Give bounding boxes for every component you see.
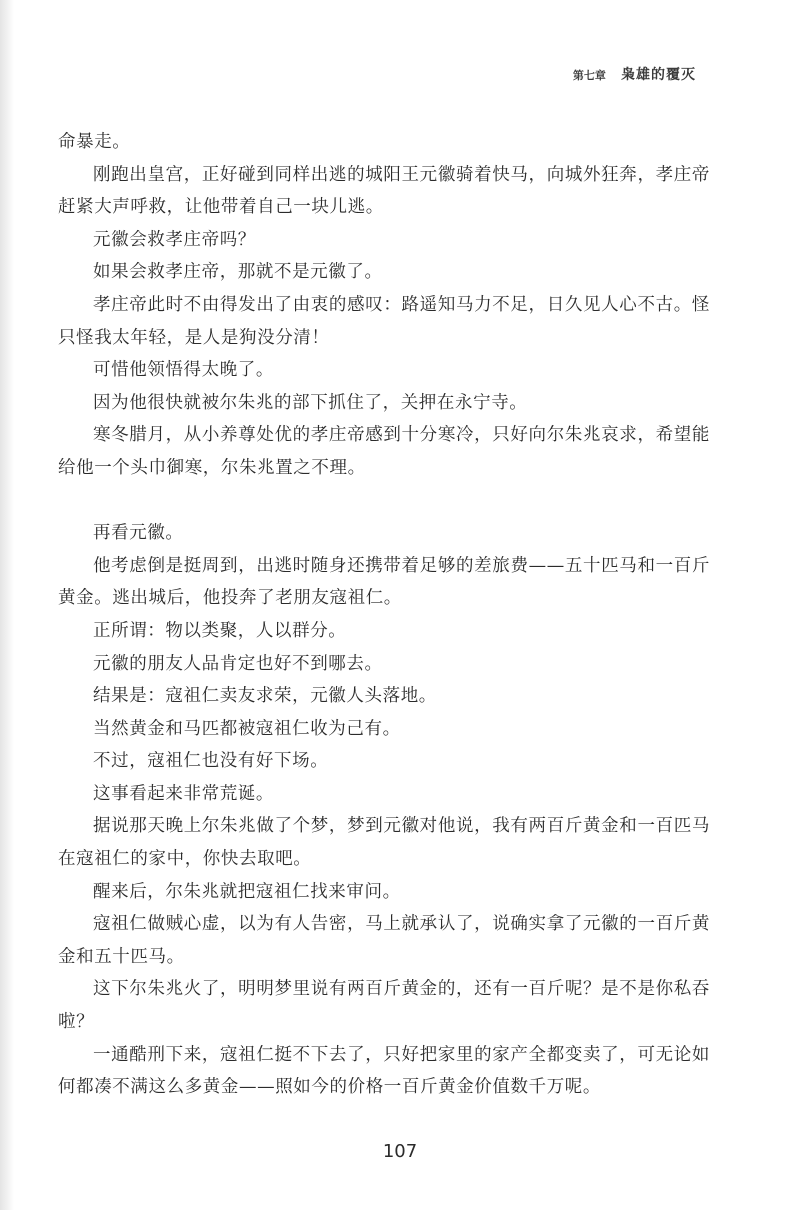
paragraph: 当然黄金和马匹都被寇祖仁收为己有。: [93, 718, 401, 739]
paragraph: 这下尔朱兆火了，明明梦里说有两百斤黄金的，还有一百斤呢？是不是你私吞啦？: [58, 979, 710, 1033]
page-number: 107: [382, 1141, 418, 1162]
chapter-title: 枭雄的覆灭: [621, 67, 696, 83]
paragraph: 这事看起来非常荒诞。: [93, 783, 274, 804]
paragraph: 据说那天晚上尔朱兆做了个梦，梦到元徽对他说，我有两百斤黄金和一百匹马在寇祖仁的家中，你快去取吧。: [58, 816, 710, 870]
paragraph: 寒冬腊月，从小养尊处优的孝庄帝感到十分寒冷，只好向尔朱兆哀求，希望能给他一个头巾御寒，尔朱兆置之不理。: [58, 425, 710, 478]
paragraph: 因为他很快就被尔朱兆的部下抓住了，关押在永宁寺。: [93, 392, 528, 413]
paragraph: 醒来后，尔朱兆就把寇祖仁找来审问。: [93, 881, 401, 902]
paragraph: 元徽会救孝庄帝吗？: [93, 229, 256, 250]
paragraph: 结果是：寇祖仁卖友求荣，元徽人头落地。: [93, 686, 437, 707]
paragraph: 正所谓：物以类聚，人以群分。: [93, 620, 347, 641]
paragraph: 再看元徽。: [93, 523, 184, 544]
paragraph: 可惜他领悟得太晚了。: [93, 360, 274, 381]
paragraph: 如果会救孝庄帝，那就不是元徽了。: [93, 262, 383, 283]
paragraph: 命暴走。: [58, 132, 131, 152]
chapter-label: 第七章: [572, 69, 606, 82]
page-edge-shadow: [0, 0, 14, 1210]
running-header: [573, 64, 696, 84]
paragraph: 孝庄帝此时不由得发出了由衷的感叹：路遥知马力不足，日久见人心不古。怪只怪我太年轻，是人是狗没分清！: [58, 294, 710, 348]
body-text: [58, 126, 710, 1104]
paragraph: 一通酷刑下来，寇祖仁挺不下去了，只好把家里的家产全都变卖了，可无论如何都凑不满这么多黄金——照如今的价格一百斤黄金价值数千万呢。: [58, 1044, 710, 1098]
paragraph: 元徽的朋友人品肯定也好不到哪去。: [93, 653, 383, 674]
paragraph: 刚跑出皇宫，正好碰到同样出逃的城阳王元徽骑着快马，向城外狂奔，孝庄帝赶紧大声呼救，让他带着自己一块儿逃。: [58, 164, 710, 218]
paragraph: 寇祖仁做贼心虚，以为有人告密，马上就承认了，说确实拿了元徽的一百斤黄金和五十匹马。: [58, 914, 710, 967]
paragraph: 不过，寇祖仁也没有好下场。: [93, 751, 329, 772]
paragraph: 他考虑倒是挺周到，出逃时随身还携带着足够的差旅费——五十匹马和一百斤黄金。逃出城后，他投奔了老朋友寇祖仁。: [58, 555, 710, 609]
